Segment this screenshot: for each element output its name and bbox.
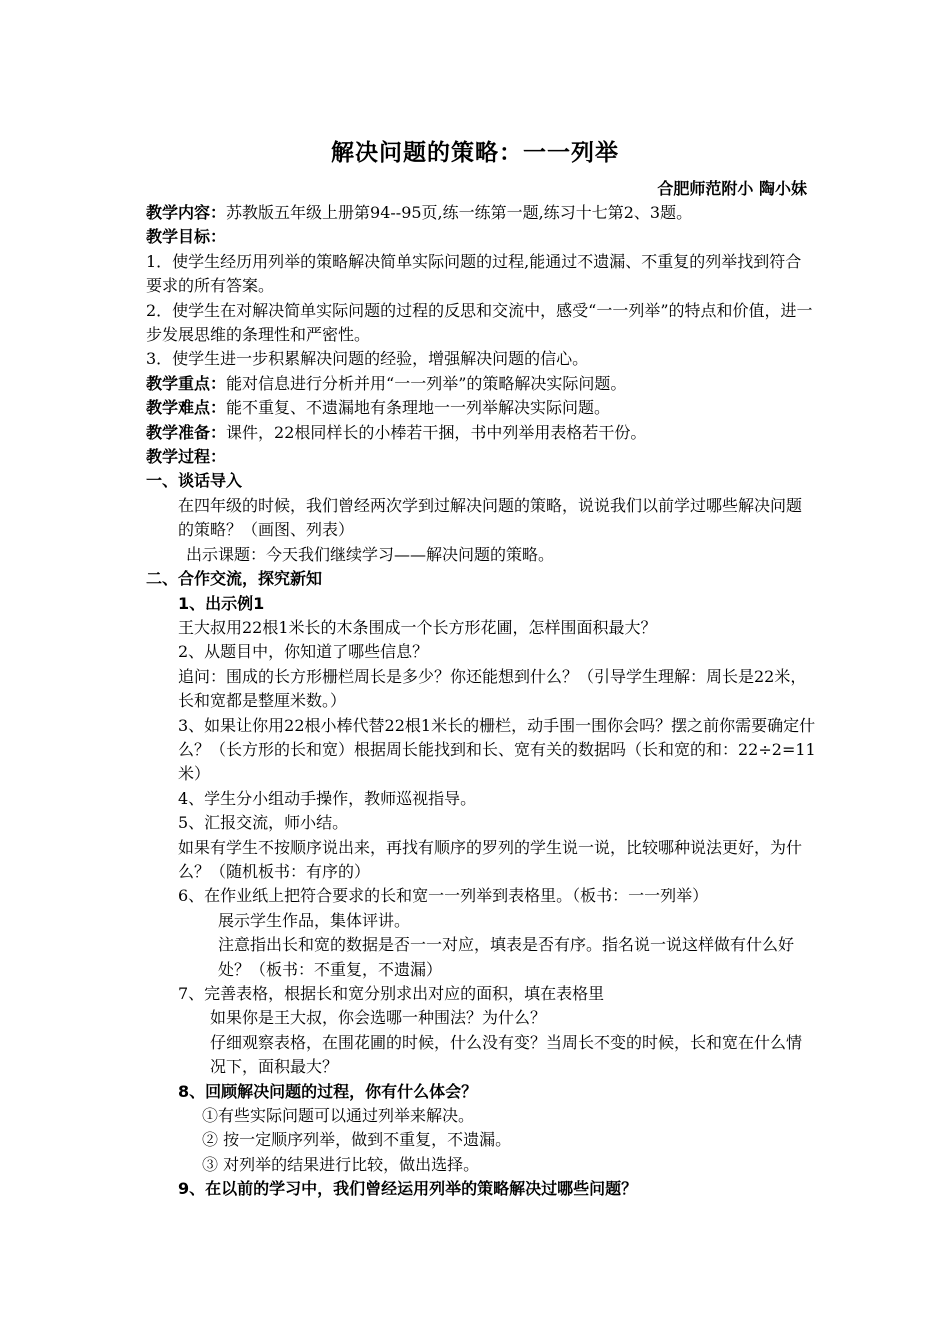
paragraph: 出示课题：今天我们继续学习——解决问题的策略。: [186, 544, 555, 564]
author-line: 合肥师范附小 陶小妹: [657, 179, 807, 198]
step-text: 5、汇报交流，师小结。: [178, 813, 349, 833]
difficulty-line: [146, 396, 816, 420]
goal-1: 1．使学生经历用列举的策略解决简单实际问题的过程,能通过不遗漏、不重复的列举找到符合要求的所有答案。: [146, 251, 802, 296]
section-2-heading: 二、合作交流，探究新知: [146, 569, 323, 589]
step-text: 2、从题目中，你知道了哪些信息？: [178, 642, 429, 662]
step-text: 仔细观察表格，在围花圃的时候，什么没有变？当周长不变的时候，长和宽在什么情况下，面积最大？: [210, 1032, 803, 1077]
step-text: 如果你是王大叔，你会选哪一种围法？为什么？: [210, 1008, 547, 1028]
key-point-label: 教学重点：: [146, 373, 227, 393]
process-heading: 教学过程：: [146, 447, 227, 467]
goal-3: 3．使学生进一步积累解决问题的经验，增强解决问题的信心。: [146, 349, 589, 369]
preparation-text: 课件，22根同样长的小棒若干捆，书中列举用表格若干份。: [226, 422, 647, 442]
preparation-label: 教学准备：: [146, 422, 227, 442]
key-point-text: 能对信息进行分析并用“一一列举”的策略解决实际问题。: [226, 373, 627, 393]
list-item: ①有些实际问题可以通过列举来解决。: [202, 1106, 475, 1126]
step-text: 王大叔用22根1米长的木条围成一个长方形花圃，怎样围面积最大？: [178, 617, 657, 637]
step-text: 3、如果让你用22根小棒代替22根1米长的栅栏，动手围一围你会吗？摆之前你需要确定什么？（长方形的长和宽）根据周长能找到和长、宽有关的数据吗（长和宽的和：22÷2=11米）: [178, 715, 816, 784]
step-text: 追问：围成的长方形栅栏周长是多少？你还能想到什么？（引导学生理解：周长是22米，长和宽都是整厘米数。）: [178, 666, 807, 711]
difficulty-text: 能不重复、不遗漏地有条理地一一列举解决实际问题。: [226, 398, 611, 418]
step-text: 7、完善表格，根据长和宽分别求出对应的面积，填在表格里: [178, 984, 605, 1003]
paragraph: 在四年级的时候，我们曾经两次学到过解决问题的策略，说说我们以前学过哪些解决问题的策略？（画图、列表）: [178, 495, 803, 540]
goals-heading: 教学目标：: [146, 227, 227, 247]
key-point-line: [146, 372, 816, 396]
step-heading: 9、在以前的学习中，我们曾经运用列举的策略解决过哪些问题？: [178, 1179, 638, 1199]
step-heading: 1、出示例1: [178, 593, 265, 613]
document-body: [146, 201, 816, 1202]
preparation-line: [146, 421, 816, 445]
step-text: 注意指出长和宽的数据是否一一对应，填表是否有序。指名说一说这样做有什么好处？（板书：不重复，不遗漏）: [218, 935, 795, 979]
document-title: 解决问题的策略：一一列举: [331, 140, 619, 166]
list-item: ② 按一定顺序列举，做到不重复，不遗漏。: [202, 1130, 512, 1150]
step-text: 展示学生作品，集体评讲。: [218, 910, 411, 930]
step-text: 6、在作业纸上把符合要求的长和宽一一列举到表格里。（板书：一一列举）: [178, 886, 709, 906]
step-text: 如果有学生不按顺序说出来，再找有顺序的罗列的学生说一说，比较哪种说法更好，为什么？（随机板书：有序的）: [178, 837, 803, 881]
goal-2: 2．使学生在对解决简单实际问题的过程的反思和交流中，感受“一一列举”的特点和价值，进一步发展思维的条理性和严密性。: [146, 300, 813, 345]
content-text: 苏教版五年级上册第94--95页,练一练第一题,练习十七第2、3题。: [226, 203, 693, 222]
difficulty-label: 教学难点：: [146, 398, 227, 418]
content-line: [146, 201, 816, 225]
step-text: 4、学生分小组动手操作，教师巡视指导。: [178, 788, 477, 808]
section-1-heading: 一、谈话导入: [146, 471, 243, 491]
list-item: ③ 对列举的结果进行比较，做出选择。: [202, 1154, 480, 1174]
content-label: 教学内容：: [146, 203, 227, 222]
step-heading: 8、回顾解决问题的过程，你有什么体会？: [178, 1081, 478, 1101]
